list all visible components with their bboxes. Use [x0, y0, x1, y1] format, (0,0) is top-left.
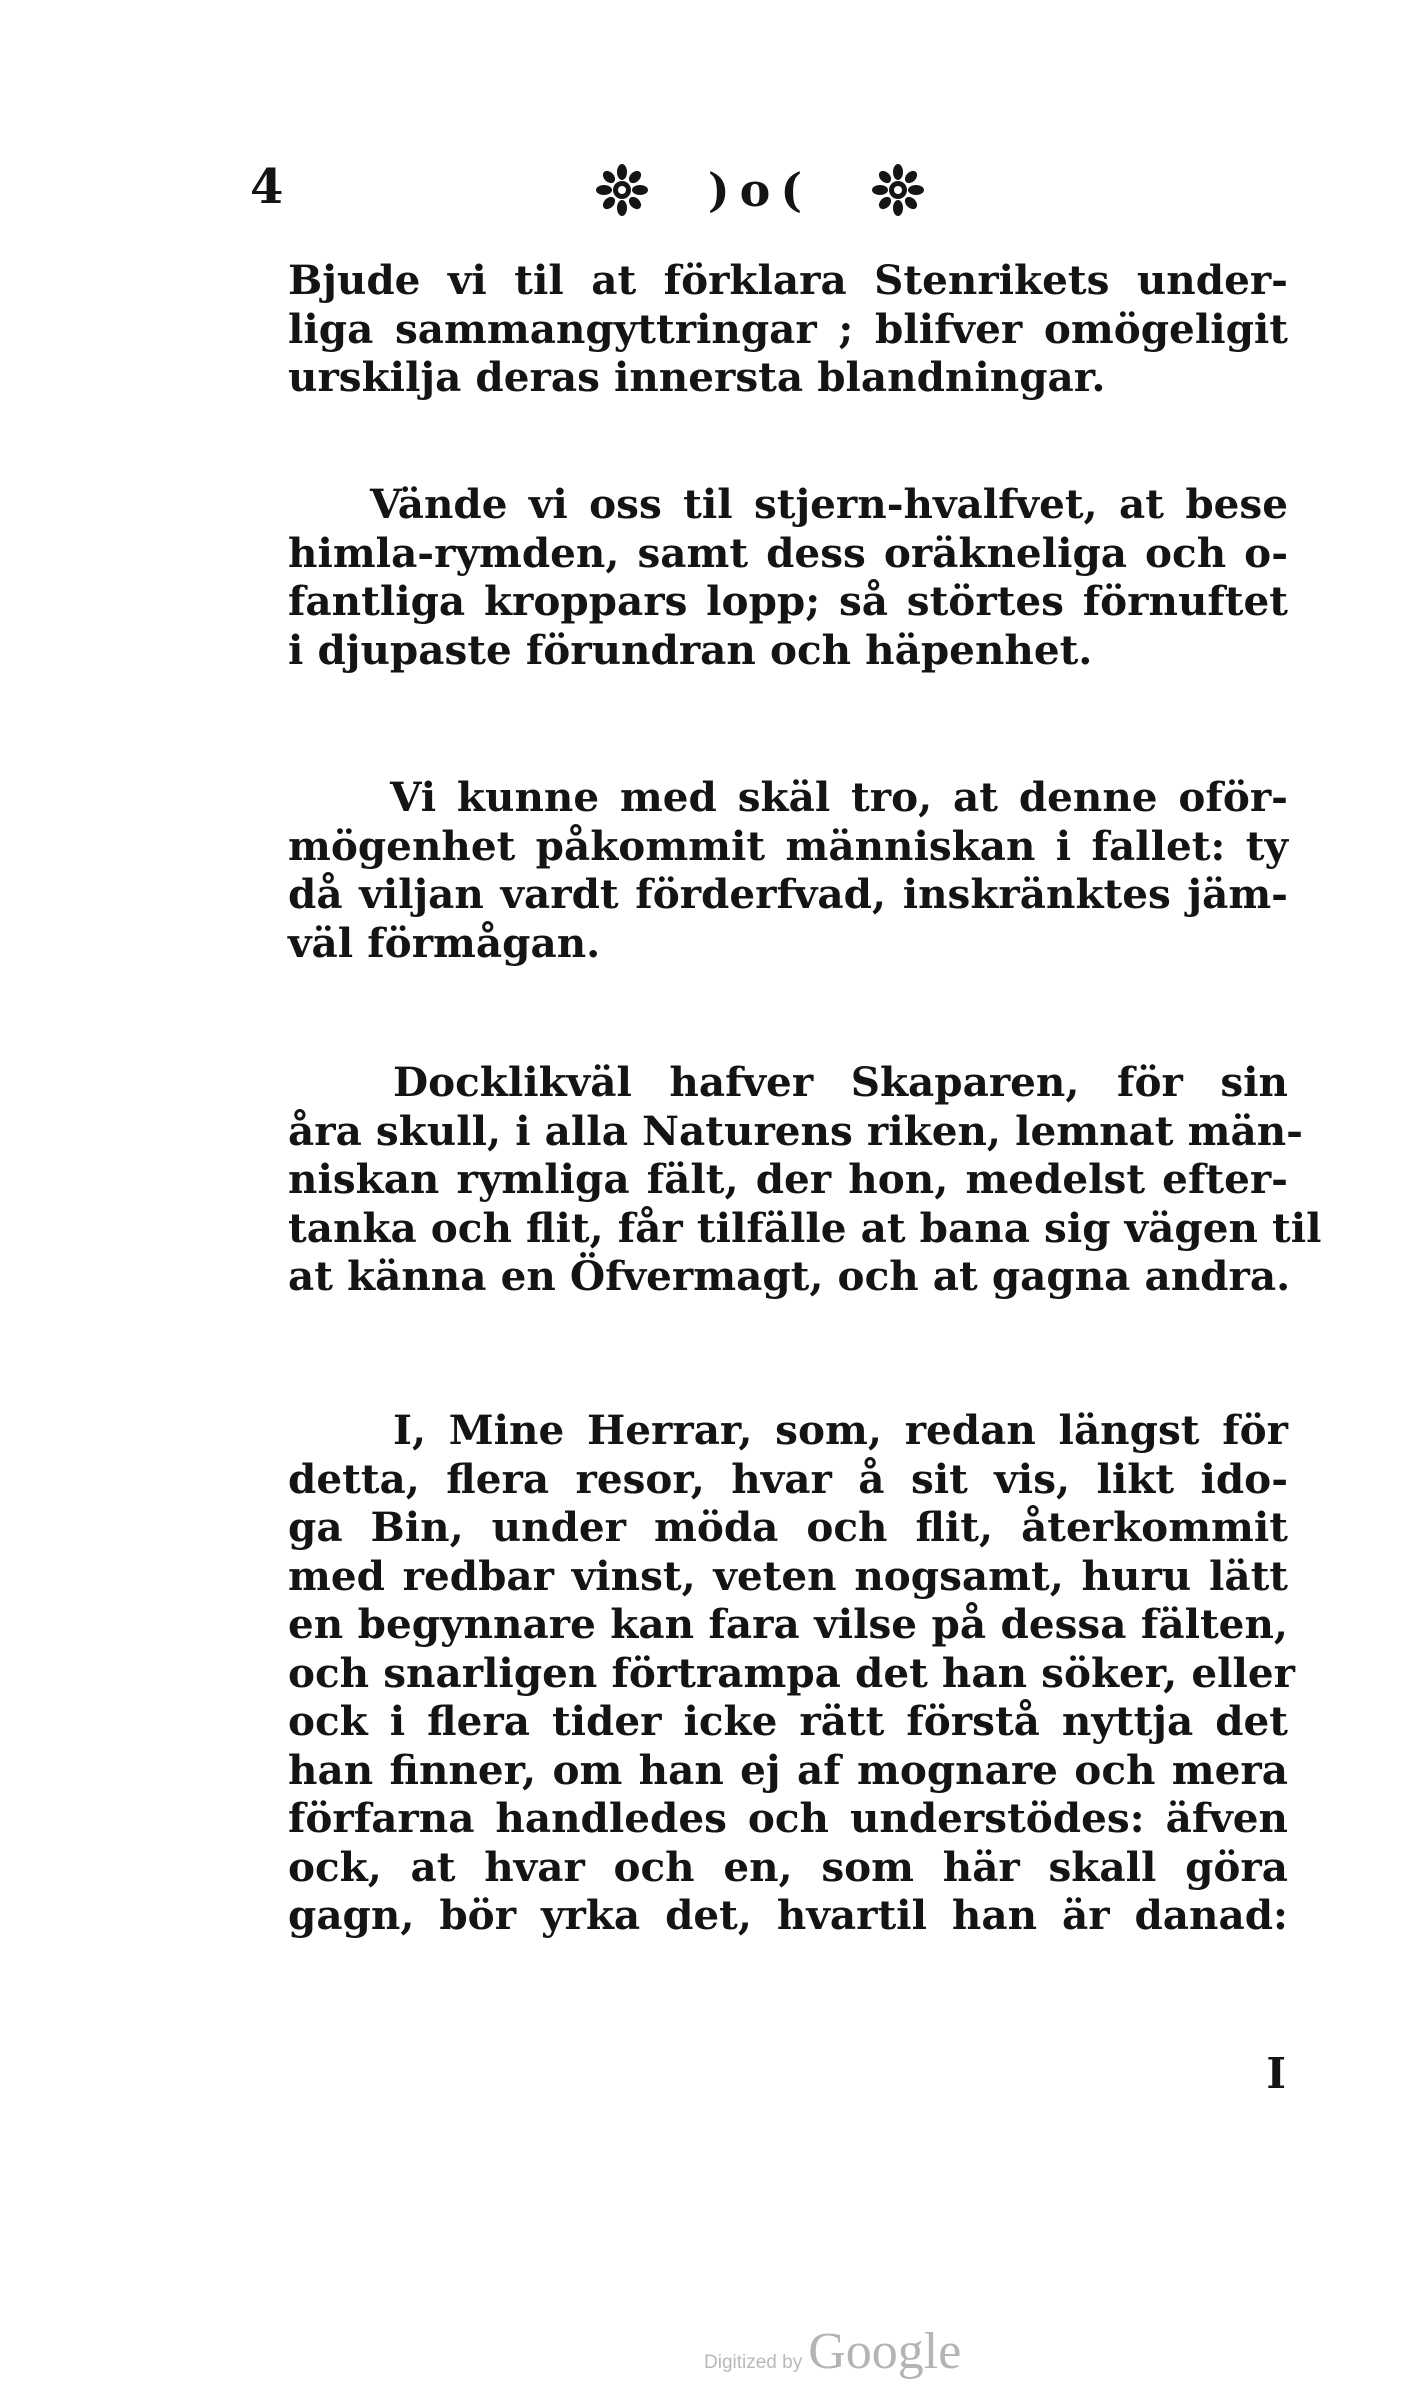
paragraph	[288, 1058, 1322, 1301]
text-line: at känna en Öfvermagt, och at gagna andra.	[288, 1252, 1291, 1300]
text-line: I, Mine Herrar, som, redan längst för	[393, 1406, 1288, 1454]
header-ornament-text: )o(	[707, 163, 813, 217]
catchword: I	[1266, 2049, 1286, 2098]
text-line: mögenhet påkommit människan i fallet: ty	[288, 821, 1288, 870]
text-line: ock i flera tider icke rätt förstå nyttja det	[288, 1697, 1288, 1745]
paragraph	[288, 773, 1288, 967]
text-line: niskan rymliga fält, der hon, medelst efter-	[288, 1155, 1288, 1203]
paragraph	[288, 480, 1288, 674]
page-number: 4	[250, 159, 284, 215]
page-header	[250, 155, 1280, 225]
text-line: Vände vi oss til stjern-hvalfvet, at bese	[370, 480, 1288, 528]
text-line: himla-rymden, samt dess oräkneliga och o-	[288, 528, 1288, 577]
text-line: liga sammangyttringar ; blifver omögeligit	[288, 304, 1288, 353]
text-line: ock, at hvar och en, som här skall göra	[288, 1842, 1288, 1891]
text-line: Bjude vi til at förklara Stenrikets under-	[288, 256, 1288, 304]
text-line: förfarna handledes och understödes: äfven	[288, 1794, 1288, 1842]
text-line: fantliga kroppars lopp; så störtes förnuftet	[288, 577, 1288, 625]
watermark-prefix: Digitized by	[704, 2352, 803, 2373]
text-line: åra skull, i alla Naturens riken, lemnat män-	[288, 1106, 1303, 1155]
paragraph	[288, 256, 1288, 402]
text-line: väl förmågan.	[288, 918, 601, 967]
text-line: han finner, om han ej af mognare och mera	[288, 1745, 1288, 1794]
header-ornament	[595, 155, 925, 225]
text-line: urskilja deras innersta blandningar.	[288, 353, 1106, 401]
text-line: i djupaste förundran och häpenhet.	[288, 625, 1093, 674]
text-line: detta, flera resor, hvar å sit vis, likt ido-	[288, 1454, 1288, 1503]
text-line: gagn, bör yrka det, hvartil han är danad:	[288, 1891, 1288, 1939]
text-line: då viljan vardt förderfvad, inskränktes jäm-	[288, 870, 1288, 918]
text-line: en begynnare kan fara vilse på dessa fälten,	[288, 1600, 1288, 1648]
watermark-brand: Google	[808, 2323, 962, 2380]
flower-ornament-icon	[871, 163, 925, 217]
digitization-watermark	[704, 2322, 961, 2381]
text-line: ga Bin, under möda och flit, återkommit	[288, 1503, 1288, 1551]
text-line: och snarligen förtrampa det han söker, eller	[288, 1648, 1296, 1697]
text-line: Vi kunne med skäl tro, at denne oför-	[390, 773, 1288, 821]
paragraph	[288, 1406, 1296, 1940]
text-line: Docklikväl hafver Skaparen, för sin	[393, 1058, 1288, 1106]
text-line: med redbar vinst, veten nogsamt, huru lätt	[288, 1551, 1288, 1600]
text-line: tanka och flit, får tilfälle at bana sig vägen til	[288, 1203, 1322, 1252]
flower-ornament-icon	[595, 163, 649, 217]
